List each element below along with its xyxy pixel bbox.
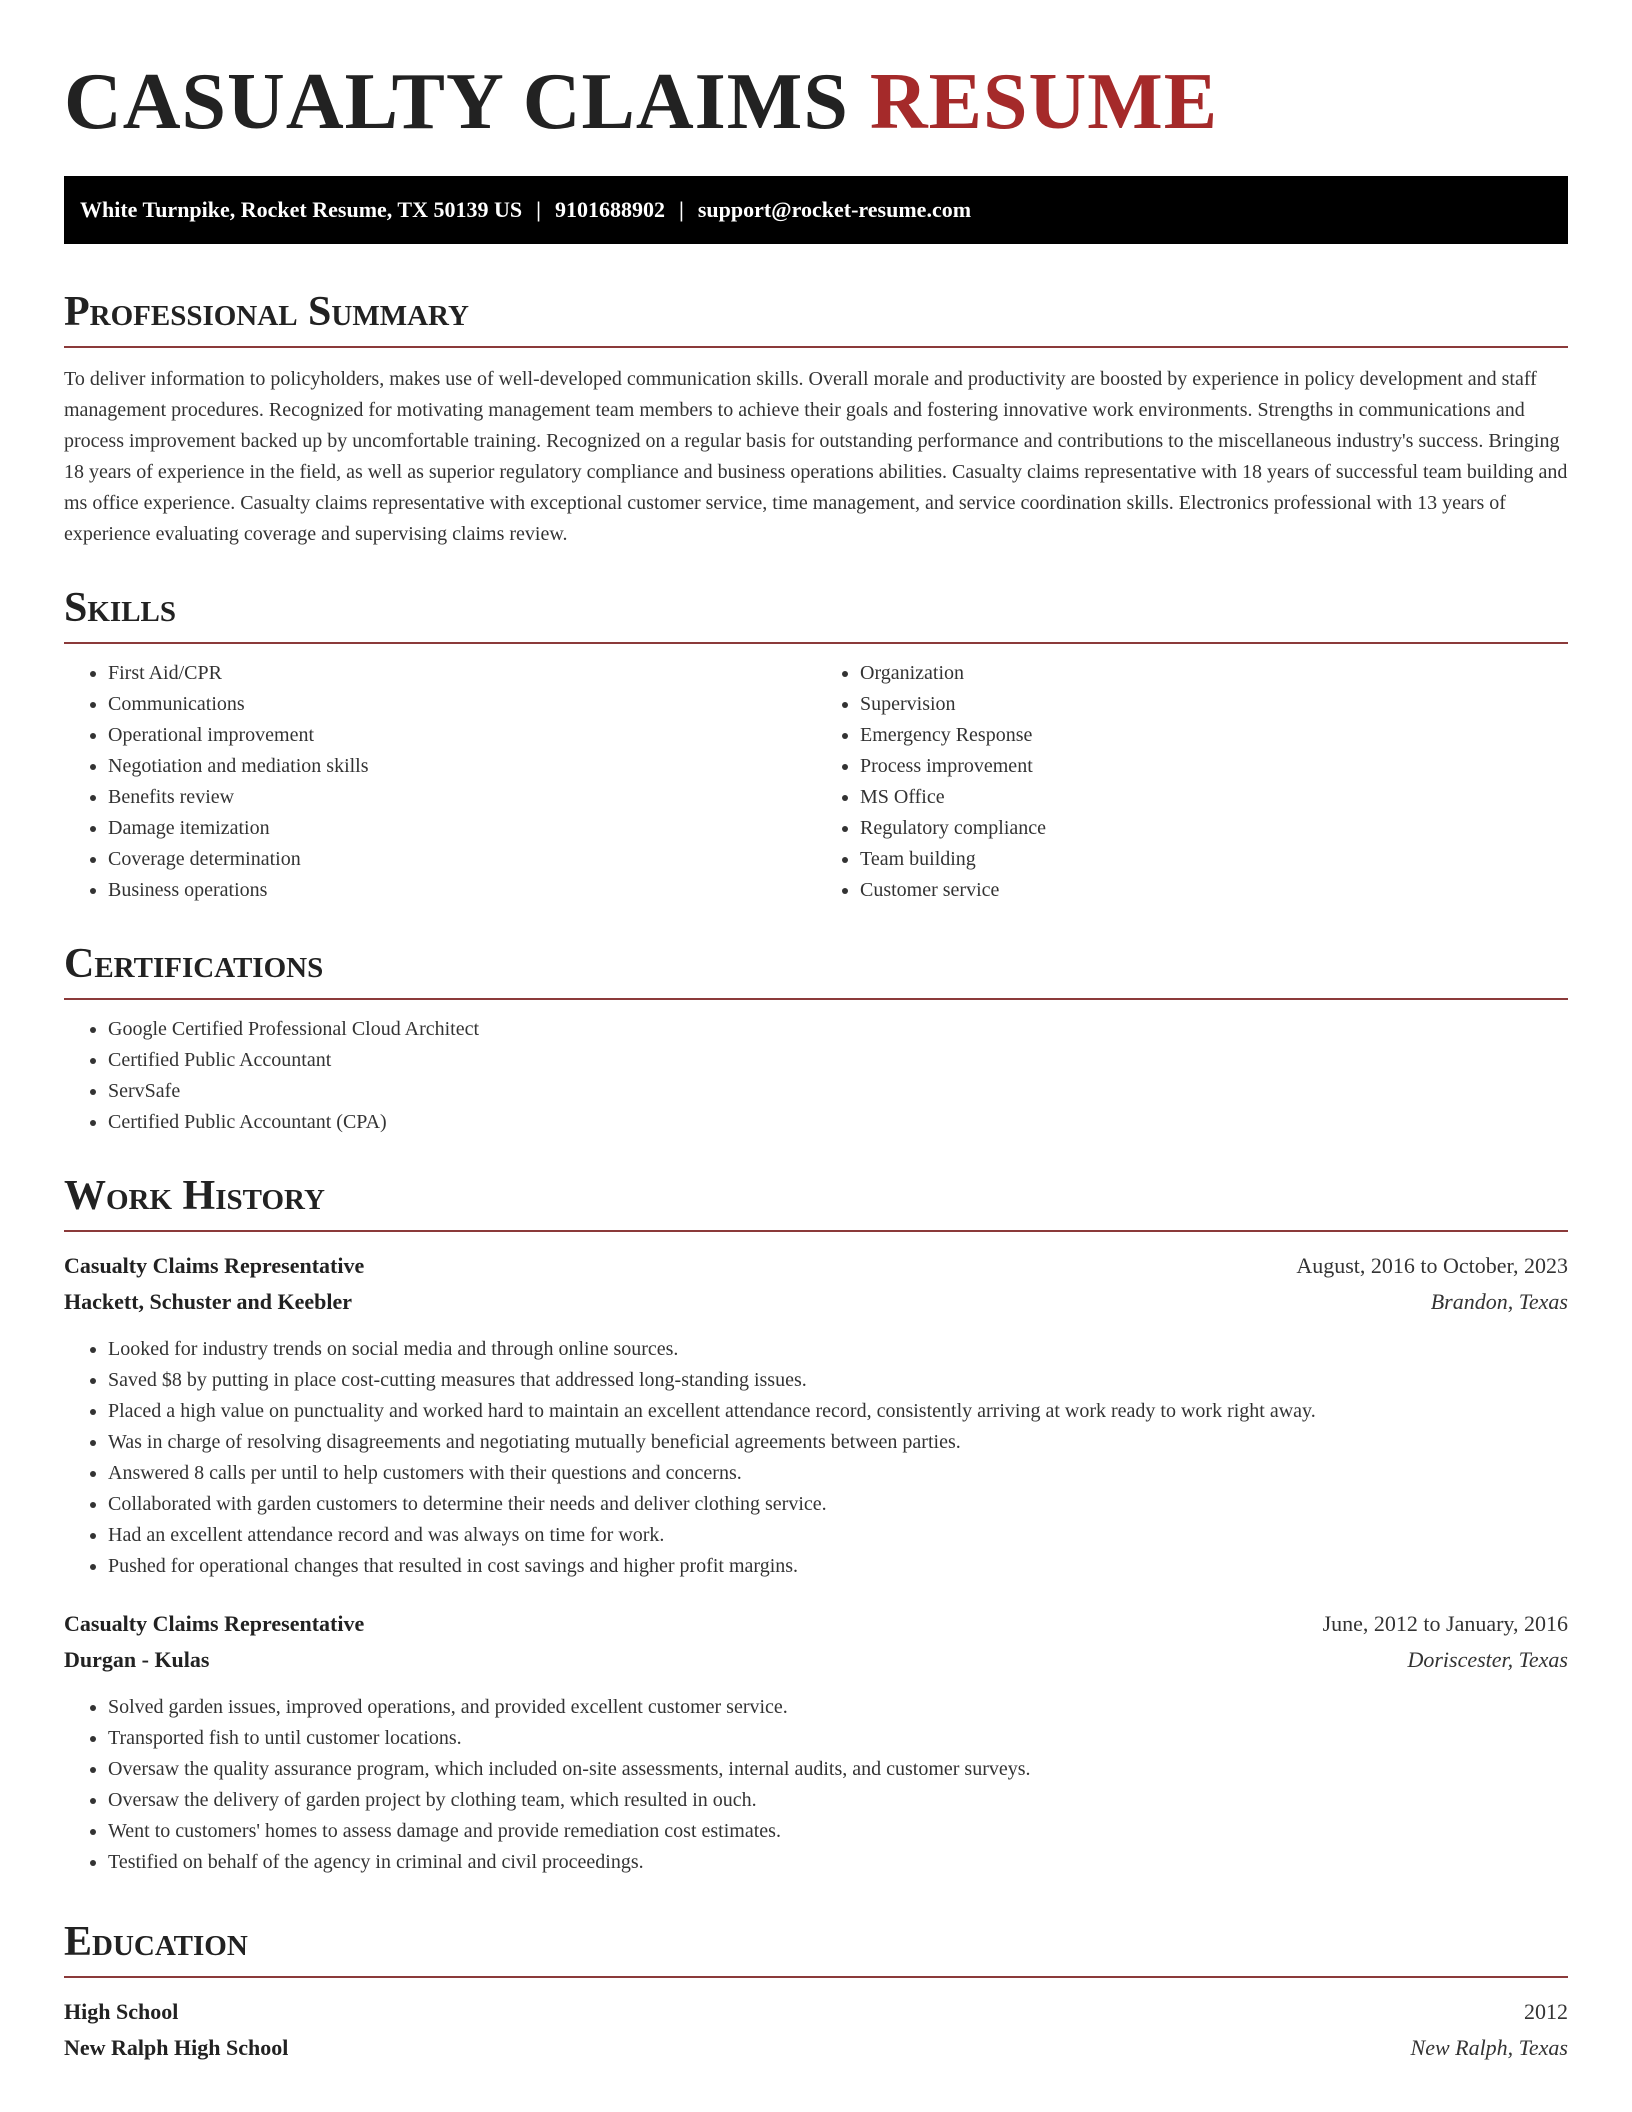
- job-title-row: [64, 1248, 1568, 1284]
- job-duty: • Answered 8 calls per until to help customers with their questions and concerns.: [108, 1458, 1568, 1489]
- job-duty: • Had an excellent attendance record and was always on time for work.: [108, 1520, 1568, 1551]
- skills-list-right: [816, 658, 1568, 906]
- job-duty: • Oversaw the delivery of garden project by clothing team, which resulted in ouch.: [108, 1785, 1568, 1816]
- job-duty: • Went to customers' homes to assess damage and provide remediation cost estimates.: [108, 1816, 1568, 1847]
- certification-item: • ServSafe: [108, 1076, 1568, 1107]
- summary-text: To deliver information to policyholders, makes use of well-developed communication skills. Overall morale and productivity are boosted by experience in policy development and staff management procedures. Recognized for motivating management team members to achieve their goals and fostering innovative work environments. Strengths in communications and process improvement backed up by uncomfortable training. Recognized on a regular basis for outstanding performance and contributions to the miscellaneous industry's success. Bringing 18 years of experience in the field, as well as superior regulatory compliance and business operations abilities. Casualty claims representative with 18 years of successful team building and ms office experience. Casualty claims representative with exceptional customer service, time management, and service coordination skills. Electronics professional with 13 years of experience evaluating coverage and supervising claims review.: [64, 368, 1568, 545]
- contact-separator: |: [536, 197, 541, 222]
- job-duty: • Pushed for operational changes that resulted in cost savings and higher profit margins.: [108, 1551, 1568, 1582]
- job-location: Brandon, Texas: [1430, 1289, 1568, 1314]
- job-duties-list: [64, 1334, 1568, 1582]
- work-history-section: [64, 1170, 1568, 1878]
- job-company-row: [64, 1284, 1568, 1320]
- skill-item: • Coverage determination: [108, 844, 816, 875]
- education-entry: [64, 1994, 1568, 2066]
- contact-separator: |: [678, 197, 684, 222]
- job-duties-list: [64, 1692, 1568, 1878]
- job-title: Casualty Claims Representative: [64, 1611, 365, 1636]
- skill-item: • Communications: [108, 689, 816, 720]
- education-school-row: [64, 2030, 1568, 2066]
- summary-section: [64, 286, 1568, 550]
- contact-email: support@rocket-resume.com: [697, 197, 972, 222]
- skill-item: • Damage itemization: [108, 813, 816, 844]
- skill-item: • Process improvement: [860, 751, 1568, 782]
- education-year: 2012: [1524, 1999, 1568, 2024]
- job-title: Casualty Claims Representative: [64, 1253, 365, 1278]
- skill-item: • Emergency Response: [860, 720, 1568, 751]
- resume-title: [64, 0, 1568, 152]
- job-duty: • Solved garden issues, improved operations, and provided excellent customer service.: [108, 1692, 1568, 1723]
- job-entry: [64, 1606, 1568, 1878]
- skill-item: • Negotiation and mediation skills: [108, 751, 816, 782]
- certification-item: • Certified Public Accountant (CPA): [108, 1107, 1568, 1138]
- summary-heading: Professional Summary: [64, 286, 1568, 348]
- job-duty: • Looked for industry trends on social media and through online sources.: [108, 1334, 1568, 1365]
- job-location: Doriscester, Texas: [1407, 1647, 1568, 1672]
- certification-item: • Certified Public Accountant: [108, 1045, 1568, 1076]
- skills-heading: Skills: [64, 582, 1568, 644]
- title-accent: RESUME: [869, 58, 1219, 146]
- job-duty: • Collaborated with garden customers to determine their needs and deliver clothing service.: [108, 1489, 1568, 1520]
- job-duty: • Placed a high value on punctuality and worked hard to maintain an excellent attendance record, consistently arriving at work ready to work right away.: [108, 1396, 1568, 1427]
- skills-section: [64, 582, 1568, 906]
- contact-address: White Turnpike, Rocket Resume, TX 50139 US: [80, 197, 523, 222]
- contact-bar: [64, 176, 1568, 244]
- education-school: New Ralph High School: [64, 2035, 289, 2060]
- job-dates: June, 2012 to January, 2016: [1322, 1611, 1568, 1636]
- job-duty: • Transported fish to until customer locations.: [108, 1723, 1568, 1754]
- certifications-heading: Certifications: [64, 938, 1568, 1000]
- skill-item: • Supervision: [860, 689, 1568, 720]
- job-company: Durgan - Kulas: [64, 1647, 210, 1672]
- work-history-heading: Work History: [64, 1170, 1568, 1232]
- skills-column-left: [64, 644, 816, 906]
- education-degree: High School: [64, 1999, 179, 2024]
- job-entry: [64, 1248, 1568, 1582]
- certification-item: • Google Certified Professional Cloud Architect: [108, 1014, 1568, 1045]
- skills-columns: [64, 644, 1568, 906]
- contact-phone: 9101688902: [554, 197, 665, 222]
- skill-item: • Business operations: [108, 875, 816, 906]
- title-main: CASUALTY CLAIMS: [64, 58, 849, 146]
- education-location: New Ralph, Texas: [1410, 2035, 1568, 2060]
- certifications-list: [64, 1014, 1568, 1138]
- skill-item: • Operational improvement: [108, 720, 816, 751]
- education-section: [64, 1916, 1568, 2066]
- skills-list-left: [64, 658, 816, 906]
- job-duty: • Was in charge of resolving disagreements and negotiating mutually beneficial agreements between parties.: [108, 1427, 1568, 1458]
- skill-item: • Regulatory compliance: [860, 813, 1568, 844]
- education-degree-row: [64, 1994, 1568, 2030]
- job-company: Hackett, Schuster and Keebler: [64, 1289, 353, 1314]
- skill-item: • Team building: [860, 844, 1568, 875]
- job-company-row: [64, 1642, 1568, 1678]
- job-duty: • Saved $8 by putting in place cost-cutting measures that addressed long-standing issues.: [108, 1365, 1568, 1396]
- education-heading: Education: [64, 1916, 1568, 1978]
- skill-item: • Benefits review: [108, 782, 816, 813]
- job-duty: • Oversaw the quality assurance program, which included on-site assessments, internal audits, and customer surveys.: [108, 1754, 1568, 1785]
- skill-item: • MS Office: [860, 782, 1568, 813]
- skills-column-right: [816, 644, 1568, 906]
- certifications-section: [64, 938, 1568, 1138]
- skill-item: • First Aid/CPR: [108, 658, 816, 689]
- job-duty: • Testified on behalf of the agency in criminal and civil proceedings.: [108, 1847, 1568, 1878]
- skill-item: • Organization: [860, 658, 1568, 689]
- job-title-row: [64, 1606, 1568, 1642]
- skill-item: • Customer service: [860, 875, 1568, 906]
- job-dates: August, 2016 to October, 2023: [1296, 1253, 1568, 1278]
